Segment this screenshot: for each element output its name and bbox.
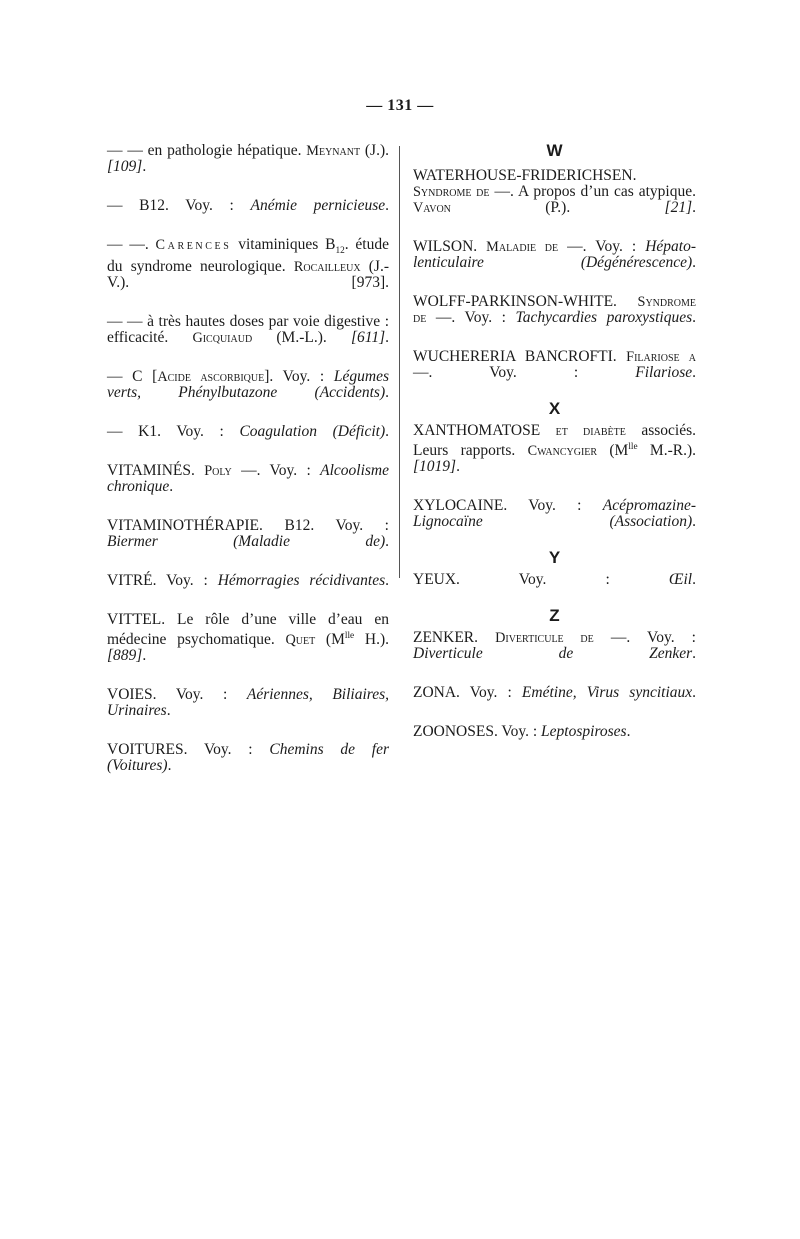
entry-text: Rocailleux [293, 259, 361, 276]
entry-text: Leptospiroses [541, 723, 627, 741]
entry-text: (J.). [360, 142, 390, 159]
entry-text: —. Voy. : [426, 309, 516, 326]
entry-text: . [385, 533, 389, 551]
entry-text: Filariose [635, 364, 693, 381]
entry-text: ZOONOSES. Voy. : [413, 723, 542, 741]
entry-text: (M [597, 442, 629, 460]
section-letter-w: W [546, 141, 563, 160]
index-entry [107, 518, 389, 566]
entry-text: Acide ascorbique [157, 369, 265, 386]
entry-text: Diverticule de [495, 630, 594, 647]
entry-text: Syndrome de [413, 184, 490, 200]
entry-text: VITRÉ. Voy. : [107, 572, 218, 590]
entry-text: . [456, 458, 460, 476]
entry-text: Poly [204, 463, 232, 480]
index-entry [413, 423, 696, 491]
entry-text: Vavon [413, 200, 451, 216]
entry-text: VITAMINOTHÉRAPIE. B12. Voy. : [107, 517, 389, 535]
entry-text: Œil [668, 571, 693, 589]
entry-text: M.-R.). [637, 442, 696, 460]
entry-text: ZONA. Voy. : [413, 684, 522, 702]
entry-text: Filariose a [626, 349, 696, 365]
index-entry [107, 369, 389, 417]
section-letter-z: Z [549, 606, 560, 626]
entry-text: [611] [350, 329, 386, 347]
entry-text: — B12. Voy. : [107, 197, 251, 214]
index-entry [413, 349, 696, 397]
entry-text: . [385, 423, 389, 441]
entry-text: . [692, 309, 696, 326]
entry-text: Acépromazine-Lignocaïne (Association) [413, 497, 696, 531]
entry-text: . [692, 254, 696, 271]
entry-text: Légumes verts, Phénylbutazone (Accidents) [107, 368, 389, 402]
column-divider [399, 146, 400, 578]
index-entry [107, 742, 389, 774]
index-entry [413, 239, 696, 287]
entry-text: (M [315, 631, 345, 649]
index-entry [413, 294, 696, 342]
entry-text: VOITURES. Voy. : [107, 741, 270, 759]
entry-text: [109] [107, 158, 143, 175]
entry-text: Maladie de [486, 239, 559, 255]
entry-text: [1019] [413, 458, 457, 476]
index-entry [107, 463, 389, 511]
index-entry [107, 314, 389, 362]
entry-text: Biermer (Maladie de) [107, 533, 386, 551]
section-letter-x: X [548, 399, 561, 418]
entry-text: WUCHERERIA BANCROFTI. [413, 348, 627, 365]
entry-text: XANTHOMATOSE [413, 422, 556, 439]
index-entry [413, 168, 696, 232]
index-entry [413, 572, 696, 604]
right-column [413, 143, 696, 747]
entry-text: . [166, 702, 171, 720]
entry-text: 12 [335, 246, 345, 257]
left-column [107, 143, 389, 781]
entry-text: . [385, 197, 389, 214]
entry-text: WATERHOUSE-FRIDERICHSEN. [413, 167, 637, 184]
entry-text: lle [344, 631, 355, 642]
entry-text: et diabète [555, 423, 626, 439]
entry-text: . [692, 571, 696, 589]
entry-text: — — en pathologie hépatique. [107, 142, 307, 159]
entry-text: Quet [285, 632, 316, 649]
entry-text: . [142, 158, 147, 175]
entry-text: . [692, 364, 696, 381]
entry-text: —. Voy. : [593, 629, 696, 647]
entry-text: Tachycardies paroxystiques [515, 309, 693, 326]
entry-text: (J.-V.). [973]. [107, 258, 389, 292]
entry-text: — K1. Voy. : [107, 423, 240, 441]
index-entry [107, 612, 389, 680]
index-entry [413, 498, 696, 546]
entry-text: XYLOCAINE. Voy. : [413, 497, 603, 515]
entry-text: . [692, 684, 697, 702]
entry-text: (M.-L.). [252, 329, 351, 347]
entry-text: . [385, 329, 389, 347]
entry-text: — C [ [107, 368, 158, 386]
entry-text: —. A propos d’un cas atypique. [489, 183, 696, 200]
entry-text: —. Voy. : [413, 364, 636, 381]
entry-text: Chemins de fer (Voitures) [107, 741, 389, 775]
index-entry [413, 630, 696, 678]
entry-text: —. Voy. : [231, 462, 321, 480]
entry-text: WILSON. [413, 238, 487, 255]
entry-text: associés. Leurs rapports. [413, 422, 696, 460]
entry-text: [889] [107, 647, 143, 665]
index-entry [107, 424, 389, 456]
entry-text: — —. [107, 236, 156, 253]
entry-text: Diverticule de Zenker [413, 645, 693, 663]
entry-text: . [142, 647, 147, 665]
entry-text: vitaminiques B [231, 236, 336, 253]
entry-text: Coagulation (Déficit) [239, 423, 386, 441]
entry-text: — — à très hautes doses par voie digestive : efficacité. [107, 313, 389, 347]
index-entry [107, 237, 389, 307]
entry-text: H.). [354, 631, 389, 649]
page-number: — 131 — [366, 97, 434, 114]
entry-text: (P.). [450, 199, 665, 216]
entry-text: Carences [155, 237, 232, 253]
entry-text: Syndrome de [413, 294, 696, 326]
entry-text: WOLFF-PARKINSON-WHITE. [413, 293, 638, 310]
entry-text: YEUX. Voy. : [413, 571, 669, 589]
entry-text: . [169, 478, 174, 496]
entry-text: VITTEL. Le rôle d’une ville d’eau en médecine psychomatique. [107, 611, 389, 649]
entry-text: Meynant [306, 143, 361, 159]
index-entry [107, 143, 389, 191]
entry-text: . [692, 199, 696, 216]
index-entry [413, 724, 696, 740]
entry-text: Alcoolisme chronique [107, 462, 389, 496]
entry-text: . [385, 384, 389, 402]
entry-text: ZENKER. [413, 629, 496, 647]
entry-text: Cwancygier [527, 443, 598, 460]
index-entry [107, 573, 389, 605]
section-letter-y: Y [548, 548, 561, 568]
index-entry [413, 685, 696, 717]
entry-text: . étude du syndrome neurologique. [107, 236, 389, 276]
entry-text: Emétine, Virus syncitiaux [521, 684, 693, 702]
entry-text: VOIES. Voy. : [107, 686, 247, 704]
entry-text: . [692, 645, 696, 663]
entry-text: lle [628, 442, 638, 452]
index-entry [107, 687, 389, 735]
entry-text: ]. Voy. : [264, 368, 334, 386]
entry-text: [21] [664, 199, 693, 216]
entry-text: VITAMINÉS. [107, 462, 205, 480]
entry-text: Anémie pernicieuse [250, 197, 386, 214]
entry-text: Hépato-lenticulaire (Dégénérescence) [413, 238, 696, 271]
index-entry [107, 198, 389, 230]
entry-text: . [692, 513, 696, 531]
entry-text: —. Voy. : [558, 238, 646, 255]
entry-text: . [626, 723, 631, 741]
entry-text: Gicquiaud [192, 330, 253, 347]
entry-text: Hémorragies récidivantes [217, 572, 386, 590]
entry-text: . [385, 572, 389, 590]
entry-text: Aériennes, Biliaires, Urinaires [107, 686, 390, 720]
entry-text: . [167, 757, 172, 775]
